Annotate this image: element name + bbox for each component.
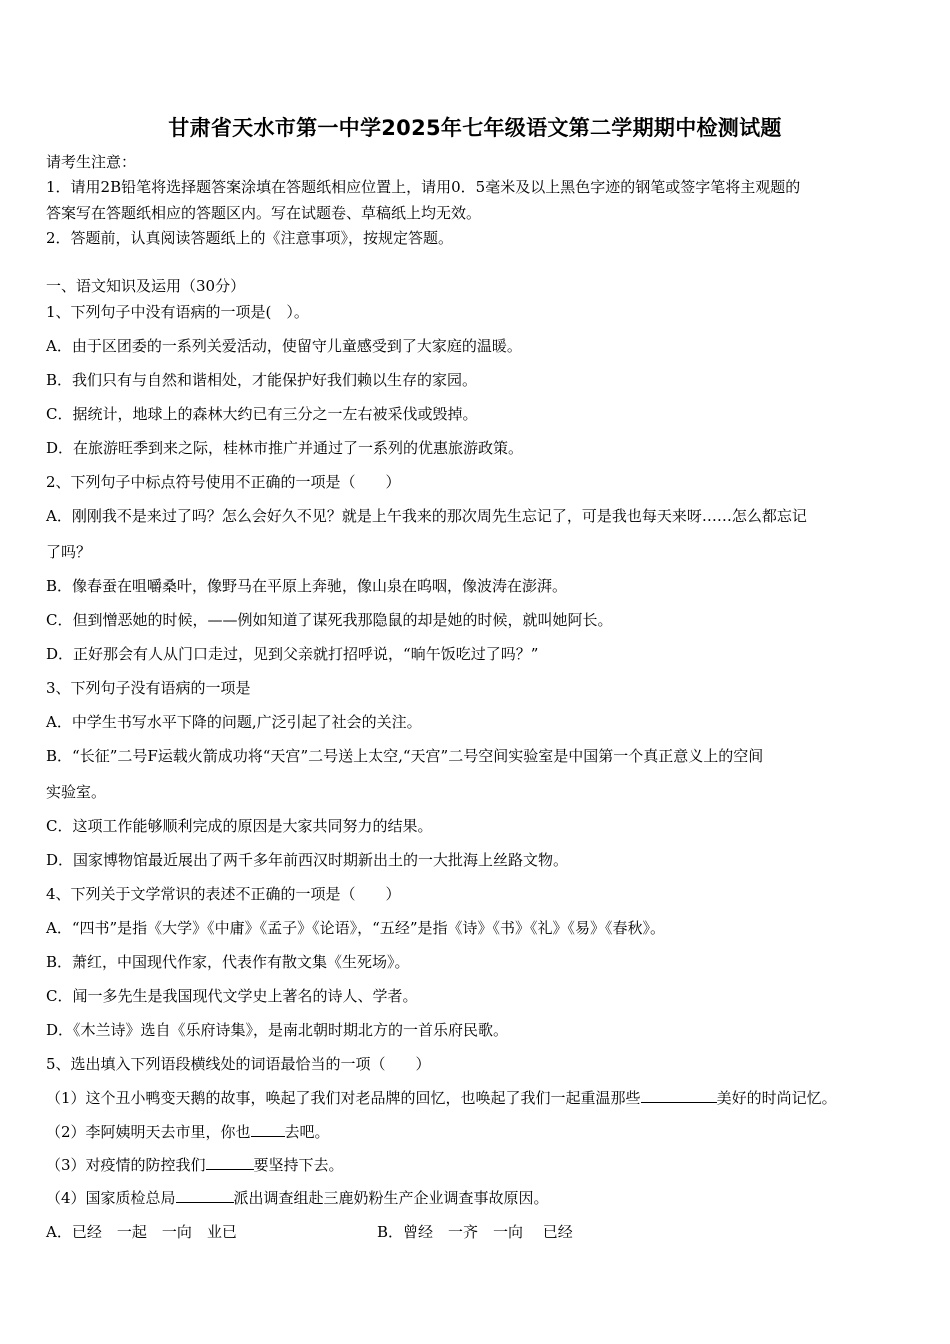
sentence-text: （3）对疫情的防控我们 (46, 1156, 206, 1174)
question-5-stem: 5、选出填入下列语段横线处的词语最恰当的一项（ ） (46, 1055, 431, 1073)
question-1-option-c: C．据统计，地球上的森林大约已有三分之一左右被采伐或毁掉。 (46, 405, 478, 423)
question-3-option-c: C．这项工作能够顺利完成的原因是大家共同努力的结果。 (46, 817, 433, 835)
fill-in-blank (206, 1155, 254, 1170)
question-2-option-b: B．像春蚕在咀嚼桑叶，像野马在平原上奔驰，像山泉在呜咽，像波涛在澎湃。 (46, 577, 568, 595)
section-heading: 一、语文知识及运用（30分） (46, 277, 246, 295)
question-3-option-b: B．“长征”二号F运载火箭成功将“天宫”二号送上太空,“天宫”二号空间实验室是中国第一个真正意义上的空间 (46, 747, 764, 765)
notice-item-2: 2．答题前，认真阅读答题纸上的《注意事项》，按规定答题。 (46, 229, 454, 247)
question-3-option-a: A．中学生书写水平下降的问题,广泛引起了社会的关注。 (46, 713, 422, 731)
notice-heading: 请考生注意： (46, 153, 137, 171)
question-2-option-a: A．刚刚我不是来过了吗？怎么会好久不见？就是上午我来的那次周先生忘记了，可是我也每天来呀……怎么都忘记 (46, 507, 807, 525)
sentence-text: 去吧。 (284, 1123, 330, 1141)
question-5-option-b: B．曾经 一齐 一向 已经 (377, 1223, 573, 1241)
question-5-sentence-4 (46, 1188, 549, 1208)
question-3-stem: 3、下列句子没有语病的一项是 (46, 679, 251, 697)
notice-item-1: 1．请用2B铅笔将选择题答案涂填在答题纸相应位置上，请用0．5毫米及以上黑色字迹的钢笔或签字笔将主观题的 (46, 178, 801, 196)
question-1-option-a: A．由于区团委的一系列关爱活动，使留守儿童感受到了大家庭的温暖。 (46, 337, 522, 355)
question-4-option-a: A．“四书”是指《大学》《中庸》《孟子》《论语》，“五经”是指《诗》《书》《礼》《易》《春秋》。 (46, 919, 666, 937)
sentence-text: （1）这个丑小鸭变天鹅的故事，唤起了我们对老品牌的回忆，也唤起了我们一起重温那些 (46, 1089, 641, 1107)
notice-item-1-cont: 答案写在答题纸相应的答题区内。写在试题卷、草稿纸上均无效。 (46, 204, 482, 222)
fill-in-blank (641, 1088, 717, 1103)
sentence-text: （2）李阿姨明天去市里，你也 (46, 1123, 251, 1141)
question-1-option-b: B．我们只有与自然和谐相处，才能保护好我们赖以生存的家园。 (46, 371, 478, 389)
question-5-sentence-2 (46, 1122, 330, 1142)
fill-in-blank (251, 1122, 285, 1137)
question-5-sentence-3 (46, 1155, 344, 1175)
question-3-option-b-cont: 实验室。 (46, 783, 107, 801)
question-5-sentence-1 (46, 1088, 837, 1108)
question-1-option-d: D．在旅游旺季到来之际，桂林市推广并通过了一系列的优惠旅游政策。 (46, 439, 524, 457)
question-2-option-d: D．正好那会有人从门口走过，见到父亲就打招呼说，“晌午饭吃过了吗？” (46, 645, 539, 663)
sentence-text: 美好的时尚记忆。 (716, 1089, 837, 1107)
question-4-option-c: C．闻一多先生是我国现代文学史上著名的诗人、学者。 (46, 987, 418, 1005)
question-3-option-d: D．国家博物馆最近展出了两千多年前西汉时期新出土的一大批海上丝路文物。 (46, 851, 569, 869)
fill-in-blank (176, 1188, 234, 1203)
sentence-text: （4）国家质检总局 (46, 1189, 176, 1207)
question-2-option-c: C．但到憎恶她的时候，——例如知道了谋死我那隐鼠的却是她的时候，就叫她阿长。 (46, 611, 613, 629)
sentence-text: 要坚持下去。 (253, 1156, 344, 1174)
question-4-option-d: D．《木兰诗》选自《乐府诗集》，是南北朝时期北方的一首乐府民歌。 (46, 1021, 509, 1039)
sentence-text: 派出调查组赴三鹿奶粉生产企业调查事故原因。 (233, 1189, 549, 1207)
question-5-option-a: A．已经 一起 一向 业已 (46, 1223, 237, 1241)
question-1-stem: 1、下列句子中没有语病的一项是( ）。 (46, 303, 309, 321)
page-title: 甘肃省天水市第一中学2025年七年级语文第二学期期中检测试题 (168, 116, 782, 140)
question-4-stem: 4、下列关于文学常识的表述不正确的一项是（ ） (46, 885, 401, 903)
question-2-stem: 2、下列句子中标点符号使用不正确的一项是（ ） (46, 473, 401, 491)
question-4-option-b: B．萧红，中国现代作家，代表作有散文集《生死场》。 (46, 953, 410, 971)
question-2-option-a-cont: 了吗？ (46, 543, 92, 561)
